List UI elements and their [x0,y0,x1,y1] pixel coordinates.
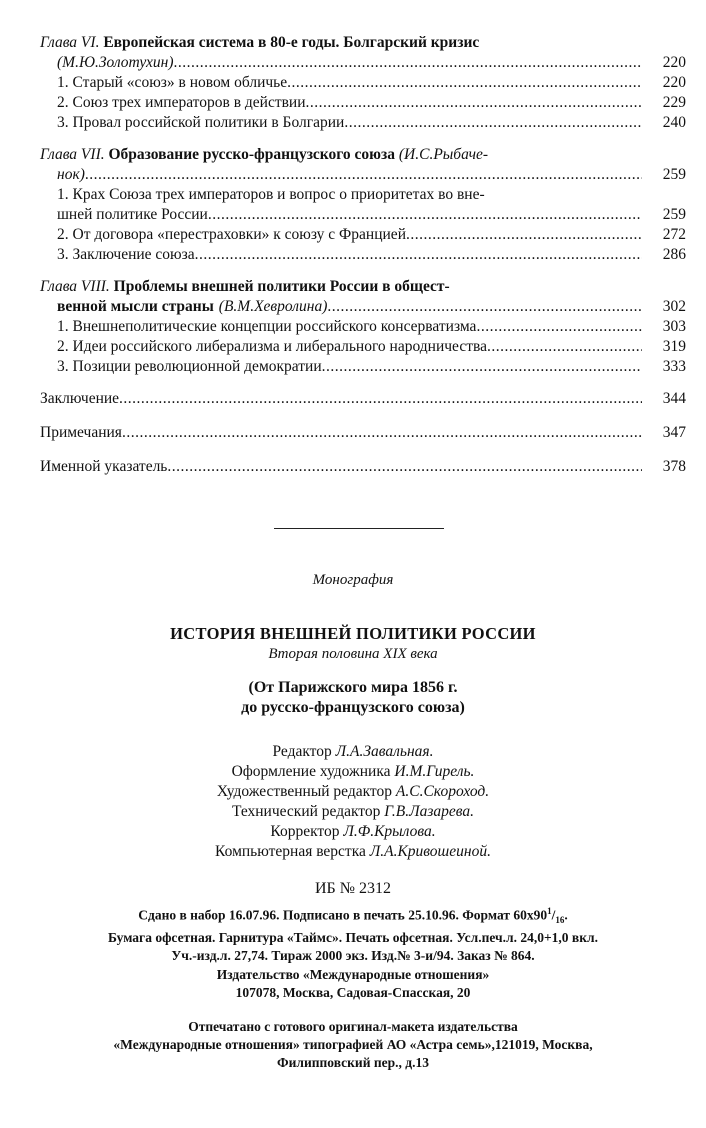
credit-name: Л.Ф.Крылова. [343,823,436,840]
period-line: до русско-французского союза) [241,699,465,716]
toc-chapter-6 [40,33,686,133]
credit-role: Художественный редактор [216,783,393,800]
toc-entry [40,357,686,377]
entry-title: Именной указатель [40,458,168,475]
printer-line: Отпечатано с готового оригинал-макета издательства [188,1019,518,1034]
credit-line [0,822,706,842]
page-number: 220 [662,74,686,91]
credits [0,742,706,862]
publisher-line: 107078, Москва, Садовая-Спасская, 20 [235,985,471,1000]
section-title: 2. Союз трех императоров в действии [57,94,306,111]
chapter-label: Глава VIII. [40,278,110,295]
page-number: 259 [662,206,686,223]
page-number: 303 [662,318,686,335]
book-period [0,678,706,718]
leader-dots [406,225,642,245]
chapter-heading [40,145,634,165]
page-number: 229 [662,94,686,111]
entry-title: Заключение [40,390,120,407]
chapter-label: Глава VI. [40,34,100,51]
page-number: 286 [662,246,686,263]
toc-entry [40,457,686,477]
toc-entry [40,225,686,245]
toc-entry [40,53,686,73]
leader-dots [167,457,642,477]
leader-dots [174,53,642,73]
imprint-line: Уч.-изд.л. 27,74. Тираж 2000 экз. Изд.№ 3-и/94. Заказ № 864. [171,948,535,964]
period-line: (От Парижского мира 1856 г. [248,679,458,696]
leader-dots [208,205,642,225]
credit-name: Л.А.Завальная. [335,743,434,760]
entry-title: Примечания [40,424,122,441]
leader-dots [322,357,642,377]
section-title: 1. Внешнеполитические концепции российского консерватизма [57,318,477,335]
credit-role: Технический редактор [231,803,381,820]
page-number: 344 [662,390,686,407]
page-number: 319 [662,338,686,355]
publisher-line: Издательство «Международные отношения» [216,967,490,982]
imprint-text: Сдано в набор 16.07.96. Подписано в печать 25.10.96. Формат 60х90 [138,907,548,923]
section-title: 1. Старый «союз» в новом обличье [57,74,288,91]
printer [0,1018,706,1072]
leader-dots [287,73,642,93]
publisher [0,966,706,1002]
leader-dots [327,297,642,317]
ib-number: ИБ № 2312 [314,880,391,897]
toc-entry [40,297,686,317]
toc-entry [40,73,686,93]
toc-chapter-8 [40,277,686,377]
page-number: 347 [662,424,686,441]
leader-dots [487,337,642,357]
page-number: 240 [662,114,686,131]
toc-entry [40,317,686,337]
page-number: 378 [662,458,686,475]
chapter-author: (М.Ю.Золотухин) [57,54,174,71]
leader-dots [85,165,642,185]
chapter-author: (И.С.Рыбаче- [398,146,489,163]
page-number: 333 [662,358,686,375]
credit-name: Г.В.Лазарева. [384,803,475,820]
section-title: 2. Идеи российского либерализма и либерального народничества [57,338,487,355]
toc-entry [40,205,686,225]
section-title-line: 1. Крах Союза трех императоров и вопрос о приоритетах во вне- [57,186,485,203]
credit-line [0,742,706,762]
section-title: 3. Заключение союза [57,246,195,263]
toc-entry [40,165,686,185]
credit-line [0,782,706,802]
leader-dots [344,113,642,133]
section-divider [274,528,444,529]
book-subtitle: Вторая половина XIX века [268,646,438,662]
genre-label: Монография [312,572,394,588]
chapter-title: Проблемы внешней политики России в общест- [113,278,450,295]
imprint-line: Бумага офсетная. Гарнитура «Таймс». Печать офсетная. Усл.печ.л. 24,0+1,0 вкл. [108,930,598,946]
credit-name: И.М.Гирель. [394,763,475,780]
toc-back-matter [40,389,686,477]
chapter-label: Глава VII. [40,146,105,163]
page-number: 220 [662,54,686,71]
printer-line: Филипповский пер., д.13 [277,1055,429,1070]
leader-dots [122,423,642,443]
chapter-author: (В.М.Хевролина) [218,298,328,315]
toc-entry [40,113,686,133]
page-number: 302 [662,298,686,315]
leader-dots [119,389,642,409]
credit-name: Л.А.Кривошеиной. [369,843,491,860]
leader-dots [195,245,642,265]
credit-role: Оформление художника [231,763,391,780]
credit-name: А.С.Скороход. [395,783,490,800]
imprint [0,902,706,965]
toc-entry [40,337,686,357]
chapter-author-cont: нок) [57,166,85,183]
credit-line [0,842,706,862]
credit-line [0,762,706,782]
toc-entry [40,93,686,113]
chapter-title-line2: венной мысли страны [57,298,214,315]
book-title: ИСТОРИЯ ВНЕШНЕЙ ПОЛИТИКИ РОССИИ [170,624,536,643]
section-title: 3. Позиции революционной демократии [57,358,322,375]
chapter-title: Образование русско-французского союза [108,146,396,163]
credit-line [0,802,706,822]
toc-entry [40,245,686,265]
toc-entry [40,389,686,409]
section-title: 3. Провал российской политики в Болгарии [57,114,345,131]
section-title: шней политике России [57,206,208,223]
page-number: 259 [662,166,686,183]
leader-dots [306,93,642,113]
format-sup: 1 [547,906,552,916]
format-sub: 16 [555,915,565,926]
chapter-title: Европейская система в 80-е годы. Болгарский кризис [103,34,480,51]
chapter-heading [40,33,634,53]
credit-role: Корректор [270,823,340,840]
chapter-heading [40,277,634,297]
credit-role: Редактор [272,743,332,760]
leader-dots [476,317,642,337]
table-of-contents [40,33,686,491]
imprint-line: Сдано в набор 16.07.96. Подписано в печать 25.10.96. Формат $60х90^1/_{16}$. [138,906,568,926]
printer-line: «Международные отношения» типографией АО «Астра семь»,121019, Москва, [113,1037,593,1052]
credit-role: Компьютерная верстка [215,843,366,860]
toc-chapter-7 [40,145,686,265]
section-title: 2. От договора «перестраховки» к союзу с Францией [57,226,406,243]
toc-entry [40,423,686,443]
page-number: 272 [662,226,686,243]
